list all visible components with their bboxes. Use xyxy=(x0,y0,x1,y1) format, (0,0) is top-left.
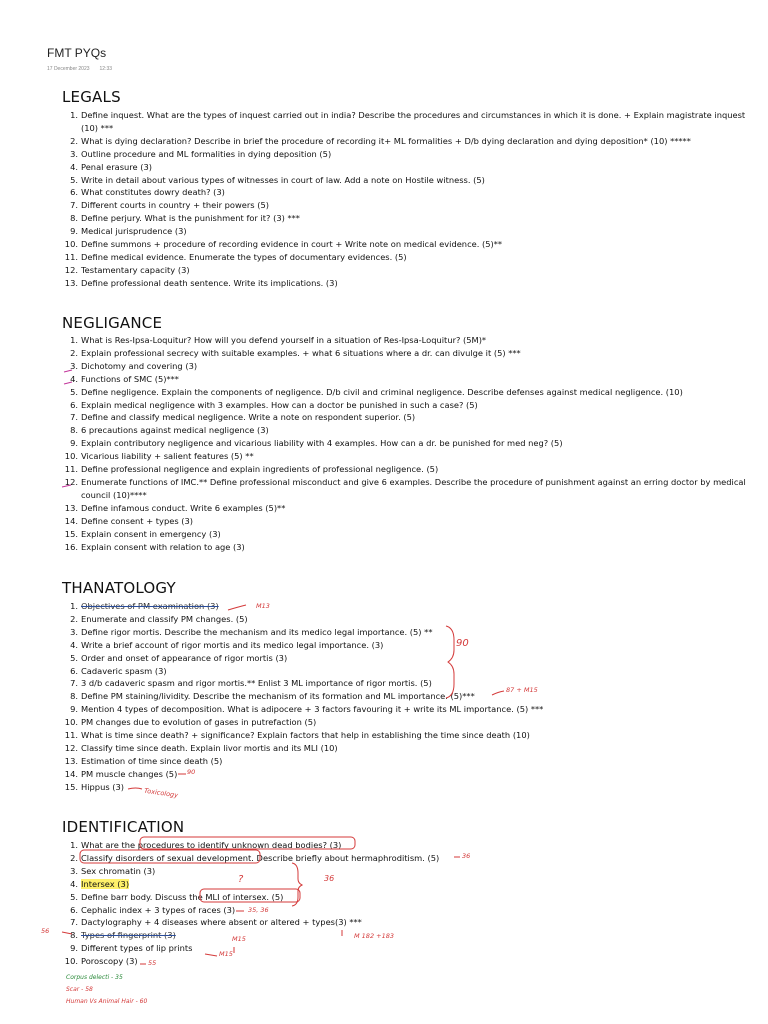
question-text: Define perjury. What is the punishment for it? (3) *** xyxy=(81,213,300,224)
question-item xyxy=(62,613,764,626)
question-text: Intersex (3) xyxy=(81,878,130,889)
question-item xyxy=(62,373,764,386)
question-number: 13. xyxy=(64,277,78,288)
question-item xyxy=(62,665,764,678)
question-number: 1. xyxy=(70,840,78,850)
question-item xyxy=(62,264,764,277)
question-text: What are the procedures to identify unknown dead bodies? (3) xyxy=(81,840,342,850)
question-list-identification xyxy=(62,839,764,968)
question-text: Different courts in country + their powers (5) xyxy=(81,200,270,211)
question-item xyxy=(62,716,764,729)
question-item xyxy=(62,225,764,238)
question-item xyxy=(62,463,764,476)
question-item xyxy=(62,360,764,373)
question-item xyxy=(62,929,764,942)
section-heading-legals: LEGALS xyxy=(62,88,121,106)
question-number: 11. xyxy=(64,251,78,262)
question-item xyxy=(62,199,764,212)
section-heading-thanatology: THANATOLOGY xyxy=(62,579,176,597)
question-text: Sex chromatin (3) xyxy=(81,865,156,876)
question-number: 3. xyxy=(70,360,78,371)
question-item xyxy=(62,639,764,652)
question-item xyxy=(62,955,764,968)
question-text: Write in detail about various types of witnesses in court of law. Add a note on Hostile witness. (5) xyxy=(81,174,485,185)
question-text: Define and classify medical negligence. Write a note on respondent superior. (5) xyxy=(81,412,416,423)
annotation-thanatology-1: M13 xyxy=(256,602,270,610)
question-number: 4. xyxy=(70,639,78,650)
question-number: 10. xyxy=(64,239,78,250)
question-text: Medical jurisprudence (3) xyxy=(81,226,187,237)
annotation-identification-7: M 182 +183 xyxy=(354,932,394,940)
question-text: Define barr body. Discuss the MLI of intersex. (5) xyxy=(81,891,284,902)
question-item xyxy=(62,528,764,541)
question-number: 7. xyxy=(70,200,78,211)
question-item xyxy=(62,703,764,716)
question-text: What is Res-Ipsa-Loquitur? How will you defend yourself in a situation of Res-Ipsa-Loquitur? (5M)* xyxy=(81,335,487,345)
annotation-identification-8-left: 56 xyxy=(41,927,50,935)
question-text: Dichotomy and covering (3) xyxy=(81,360,198,371)
question-text: Define summons + procedure of recording evidence in court + Write note on medical evidence. (5)** xyxy=(81,239,503,250)
question-item xyxy=(62,541,764,554)
question-number: 15. xyxy=(64,528,78,539)
question-number: 8. xyxy=(70,213,78,224)
question-number: 11. xyxy=(64,464,78,475)
question-text: Define rigor mortis. Describe the mechanism and its medico legal importance. (5) ** xyxy=(81,626,433,637)
question-item xyxy=(62,135,764,148)
question-number: 2. xyxy=(70,613,78,624)
question-text: Different types of lip prints xyxy=(81,943,193,954)
question-text: Estimation of time since death (5) xyxy=(81,755,223,766)
question-text: Define professional death sentence. Write its implications. (3) xyxy=(81,277,338,288)
question-number: 9. xyxy=(70,226,78,237)
question-item xyxy=(62,916,764,929)
question-number: 3. xyxy=(70,865,78,876)
question-number: 8. xyxy=(70,930,78,941)
question-text: Objectives of PM examination (3) xyxy=(81,601,219,611)
question-text: Vicarious liability + salient features (5) ** xyxy=(81,451,254,462)
question-item xyxy=(62,334,764,347)
question-item xyxy=(62,174,764,187)
annotation-identification-9: M15 xyxy=(219,950,233,958)
question-item xyxy=(62,865,764,878)
question-text: 3 d/b cadaveric spasm and rigor mortis.** Enlist 3 ML importance of rigor mortis. (5) xyxy=(81,678,432,689)
question-number: 8. xyxy=(70,425,78,436)
question-number: 2. xyxy=(70,135,78,146)
annotation-identification-10: 55 xyxy=(148,959,157,967)
question-item xyxy=(62,424,764,437)
annotation-identification-2: 36 xyxy=(462,852,471,860)
question-item xyxy=(62,212,764,225)
question-item xyxy=(62,437,764,450)
question-text: Write a brief account of rigor mortis and its medico legal importance. (3) xyxy=(81,639,384,650)
question-number: 14. xyxy=(64,768,78,779)
question-number: 8. xyxy=(70,691,78,702)
question-item xyxy=(62,161,764,174)
question-text: Define medical evidence. Enumerate the types of documentary evidences. (5) xyxy=(81,251,407,262)
question-item xyxy=(62,742,764,755)
question-text: Mention 4 types of decomposition. What is adipocere + 3 factors favouring it + write its ML importance. (5) *** xyxy=(81,704,544,715)
question-number: 2. xyxy=(70,852,78,863)
question-number: 4. xyxy=(70,373,78,384)
question-text: What is time since death? + significance? Explain factors that help in establishing the time since death (10) xyxy=(81,730,530,741)
question-text: Outline procedure and ML formalities in dying deposition (5) xyxy=(81,148,332,159)
question-text: Enumerate functions of IMC.** Define professional misconduct and give 6 examples. Describe the procedure of punishment against an erring doctor by medical council (10)**** xyxy=(81,476,746,500)
question-text: Explain consent in emergency (3) xyxy=(81,528,221,539)
question-item xyxy=(62,942,764,955)
question-list-thanatology xyxy=(62,600,764,794)
question-item xyxy=(62,450,764,463)
question-number: 7. xyxy=(70,412,78,423)
question-text: Functions of SMC (5)*** xyxy=(81,373,179,384)
question-number: 9. xyxy=(70,943,78,954)
question-number: 11. xyxy=(64,730,78,741)
question-text: PM changes due to evolution of gases in putrefaction (5) xyxy=(81,717,317,728)
question-number: 13. xyxy=(64,502,78,513)
question-item xyxy=(62,238,764,251)
question-item xyxy=(62,729,764,742)
question-text: Define negligence. Explain the components of negligence. D/b civil and criminal negligence. Describe defenses against medical negligence. (10) xyxy=(81,386,683,397)
annotation-thanatology-bracket: 90 xyxy=(456,638,469,649)
question-text: Poroscopy (3) xyxy=(81,956,138,967)
question-item xyxy=(62,515,764,528)
note-scar: Scar - 58 xyxy=(66,986,93,993)
question-item xyxy=(62,878,764,891)
note-corpus-delecti: Corpus delecti - 35 xyxy=(66,974,123,981)
question-number: 4. xyxy=(70,878,78,889)
annotation-thanatology-14: 90 xyxy=(187,768,196,776)
question-item xyxy=(62,502,764,515)
question-item xyxy=(62,411,764,424)
page-date: 17 December 2023 xyxy=(47,66,90,72)
question-text: Define PM staining/lividity. Describe the mechanism of its formation and ML importance. (5)*** xyxy=(81,691,475,702)
question-number: 12. xyxy=(64,264,78,275)
question-number: 1. xyxy=(70,110,78,120)
question-text: Cadaveric spasm (3) xyxy=(81,665,167,676)
question-text: Penal erasure (3) xyxy=(81,161,153,172)
question-item xyxy=(62,652,764,665)
question-text: Classify time since death. Explain livor mortis and its MLI (10) xyxy=(81,742,338,753)
question-text: Explain consent with relation to age (3) xyxy=(81,541,245,552)
question-number: 7. xyxy=(70,678,78,689)
question-item xyxy=(62,277,764,290)
question-number: 6. xyxy=(70,665,78,676)
question-item xyxy=(62,476,764,502)
question-item xyxy=(62,386,764,399)
annotation-thanatology-8: 87 + M15 xyxy=(506,686,538,694)
question-item xyxy=(62,148,764,161)
question-item xyxy=(62,839,764,852)
question-number: 7. xyxy=(70,917,78,928)
question-text: 6 precautions against medical negligence (3) xyxy=(81,425,269,436)
question-text: Explain contributory negligence and vicarious liability with 4 examples. How can a dr. be punished for med neg? (5) xyxy=(81,438,563,449)
question-list-negligance xyxy=(62,334,764,553)
question-number: 3. xyxy=(70,626,78,637)
question-text: Cephalic index + 3 types of races (3) xyxy=(81,904,236,915)
question-text: Explain medical negligence with 3 examples. How can a doctor be punished in such a case? (5) xyxy=(81,399,478,410)
question-list-legals xyxy=(62,109,764,290)
question-item xyxy=(62,600,764,613)
question-number: 12. xyxy=(64,476,78,487)
page-timestamp xyxy=(47,66,112,72)
question-number: 5. xyxy=(70,652,78,663)
question-number: 1. xyxy=(70,601,78,611)
page-time: 12:33 xyxy=(99,66,113,72)
question-number: 1. xyxy=(70,335,78,345)
question-item xyxy=(62,399,764,412)
question-number: 10. xyxy=(64,717,78,728)
question-item xyxy=(62,891,764,904)
question-item xyxy=(62,347,764,360)
question-text: Types of fingerprint (3) xyxy=(81,930,176,941)
question-number: 10. xyxy=(64,451,78,462)
question-text: Order and onset of appearance of rigor mortis (3) xyxy=(81,652,288,663)
question-text: Define consent + types (3) xyxy=(81,515,194,526)
question-number: 2. xyxy=(70,347,78,358)
question-number: 5. xyxy=(70,174,78,185)
question-text: Explain professional secrecy with suitable examples. + what 6 situations where a dr. can divulge it (5) *** xyxy=(81,347,521,358)
question-text: What constitutes dowry death? (3) xyxy=(81,187,225,198)
question-text: Hippus (3) xyxy=(81,781,125,792)
question-item xyxy=(62,626,764,639)
annotation-identification-5-question: ? xyxy=(238,874,244,885)
question-text: Define professional negligence and explain ingredients of professional negligence. (5) xyxy=(81,464,439,475)
question-number: 6. xyxy=(70,904,78,915)
question-text: PM muscle changes (5) xyxy=(81,768,178,779)
question-item xyxy=(62,186,764,199)
section-heading-negligance: NEGLIGANCE xyxy=(62,314,163,332)
question-number: 9. xyxy=(70,704,78,715)
question-item xyxy=(62,768,764,781)
question-number: 9. xyxy=(70,438,78,449)
question-text: Define infamous conduct. Write 6 examples (5)** xyxy=(81,502,286,513)
question-text: Enumerate and classify PM changes. (5) xyxy=(81,613,248,624)
question-text: Dactylography + 4 diseases where absent or altered + types(3) *** xyxy=(81,917,362,928)
question-item xyxy=(62,109,764,135)
question-number: 15. xyxy=(64,781,78,792)
question-number: 5. xyxy=(70,386,78,397)
question-number: 6. xyxy=(70,399,78,410)
note-hair: Human Vs Animal Hair - 60 xyxy=(66,998,148,1005)
question-number: 16. xyxy=(64,541,78,552)
page-title: FMT PYQs xyxy=(47,46,107,60)
question-item xyxy=(62,690,764,703)
question-item xyxy=(62,904,764,917)
question-item xyxy=(62,251,764,264)
question-number: 3. xyxy=(70,148,78,159)
question-number: 5. xyxy=(70,891,78,902)
handwritten-notes xyxy=(66,972,147,1008)
annotation-identification-8: M15 xyxy=(232,935,246,943)
question-number: 12. xyxy=(64,742,78,753)
question-number: 4. xyxy=(70,161,78,172)
question-text: Classify disorders of sexual development. Describe briefly about hermaphroditism. (5) xyxy=(81,852,440,863)
section-heading-identification: IDENTIFICATION xyxy=(62,818,185,836)
question-number: 6. xyxy=(70,187,78,198)
question-text: Define inquest. What are the types of inquest carried out in india? Describe the procedures and circumstances in which it is done. + Explain magistrate inquest (10) *** xyxy=(81,110,746,133)
question-number: 10. xyxy=(64,956,78,967)
annotation-thanatology-15: Toxicology xyxy=(143,786,179,800)
question-text: Testamentary capacity (3) xyxy=(81,264,190,275)
question-item xyxy=(62,677,764,690)
question-number: 13. xyxy=(64,755,78,766)
question-number: 14. xyxy=(64,515,78,526)
question-text: What is dying declaration? Describe in brief the procedure of recording it+ ML formalities + D/b dying declaration and dying deposition* (10) ***** xyxy=(81,135,691,146)
annotation-identification-bracket: 36 xyxy=(324,874,335,883)
annotation-identification-6: 35, 36 xyxy=(248,906,269,914)
question-item xyxy=(62,755,764,768)
question-item xyxy=(62,852,764,865)
